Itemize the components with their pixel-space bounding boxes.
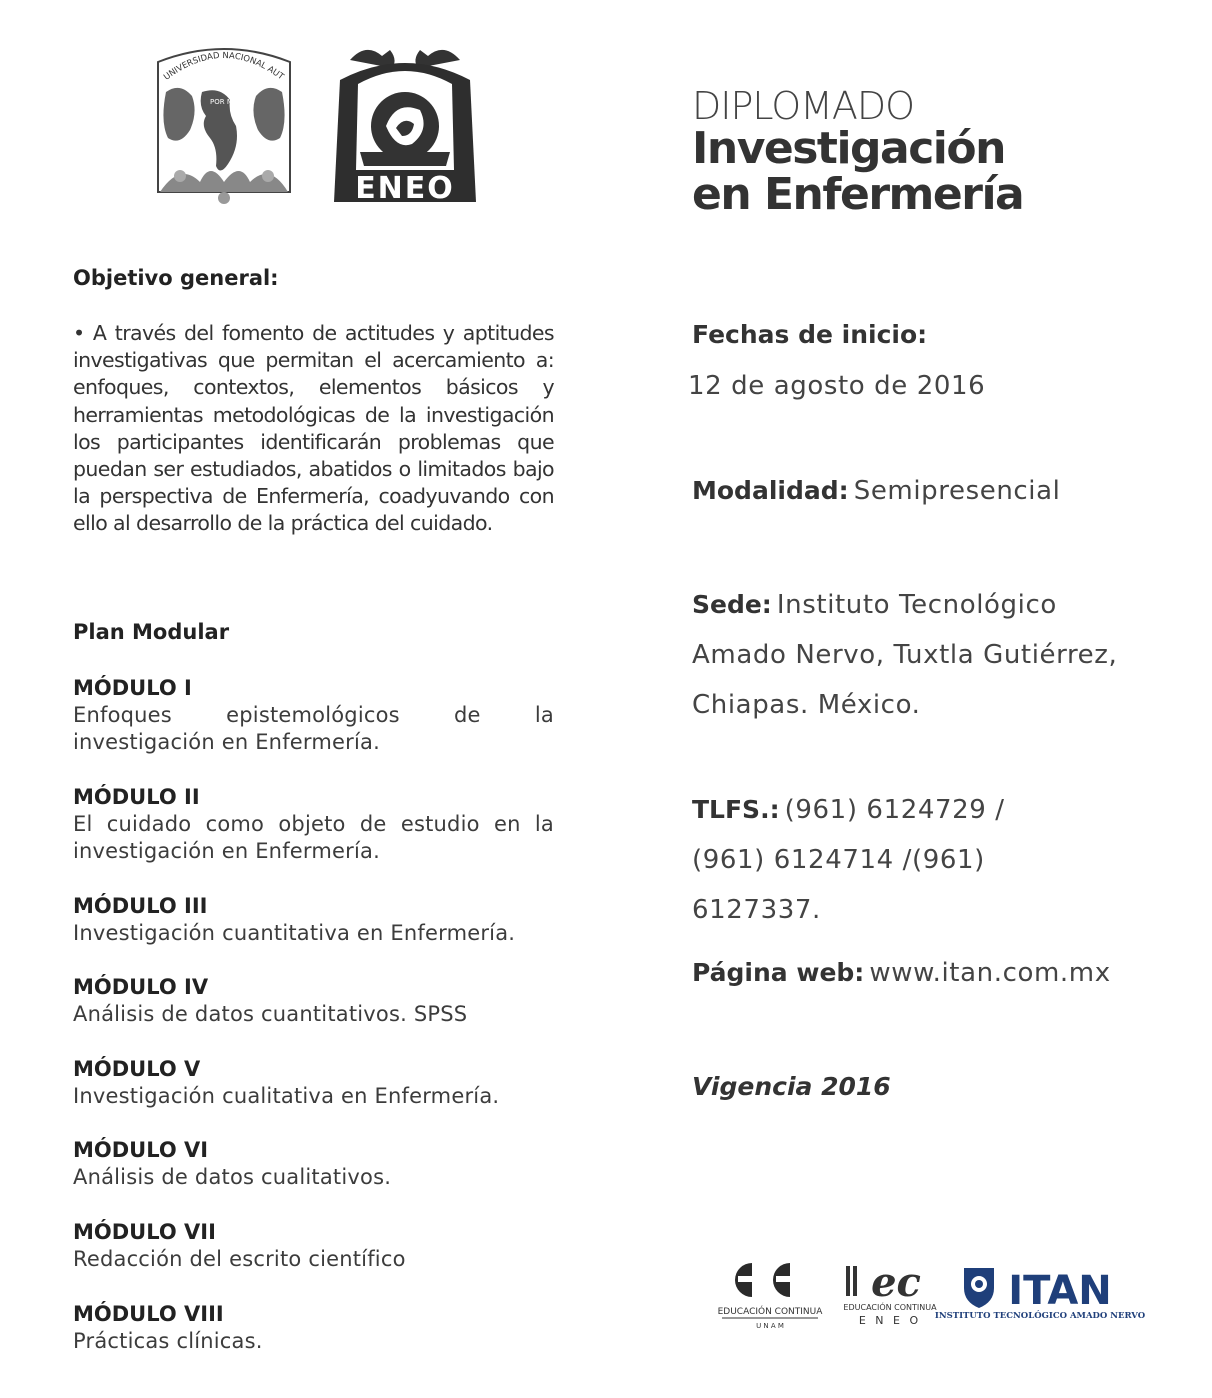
website	[692, 948, 1162, 998]
ec-eneo-line1: EDUCACIÓN CONTINUA	[843, 1303, 937, 1312]
ec-unam-line1: EDUCACIÓN CONTINUA	[717, 1307, 823, 1317]
objective-heading: Objetivo general:	[73, 266, 279, 290]
unam-logo	[150, 42, 298, 206]
module-text: Prácticas clínicas.	[73, 1329, 263, 1353]
plan-heading: Plan Modular	[73, 620, 230, 644]
phone-value: (961) 6124729 / (961) 6124714 /(961) 6127337.	[692, 795, 1005, 925]
eneo-logo-text: ENEO	[355, 171, 455, 206]
dates-value: 12 de agosto de 2016	[688, 371, 986, 401]
phones	[692, 785, 1060, 935]
module-title: MÓDULO IV	[73, 975, 209, 999]
ec-unam-line2: U N A M	[756, 1322, 784, 1330]
bullet: •	[73, 321, 85, 345]
module-title: MÓDULO V	[73, 1057, 201, 1081]
module-title: MÓDULO III	[73, 894, 208, 918]
module-6	[73, 1136, 554, 1191]
dates-label: Fechas de inicio:	[692, 320, 928, 349]
web-label: Página web:	[692, 958, 865, 987]
itan-name: ITAN	[1008, 1268, 1112, 1314]
module-7	[73, 1218, 554, 1273]
itan-logo	[934, 1262, 1146, 1322]
module-title: MÓDULO VII	[73, 1220, 216, 1244]
svg-text:ec: ec	[871, 1259, 921, 1306]
module-text: Investigación cuantitativa en Enfermería.	[73, 921, 516, 945]
module-text: Redacción del escrito científico	[73, 1247, 406, 1271]
web-value[interactable]: www.itan.com.mx	[869, 958, 1111, 988]
modality	[692, 466, 1162, 516]
eneo-logo	[330, 40, 480, 208]
module-3	[73, 892, 554, 947]
unam-ring-text: UNIVERSIDAD NACIONAL AUT	[162, 50, 286, 83]
module-text: Análisis de datos cuantitativos. SPSS	[73, 1002, 468, 1026]
module-title: MÓDULO II	[73, 785, 200, 809]
module-title: MÓDULO VI	[73, 1138, 209, 1162]
module-5	[73, 1055, 554, 1110]
phone-label: TLFS.:	[692, 795, 780, 824]
modality-value: Semipresencial	[853, 476, 1061, 506]
objective-text	[73, 320, 554, 538]
module-text: El cuidado como objeto de estudio en la investigación en Enfermería.	[73, 812, 554, 863]
objective-paragraph: A través del fomento de actitudes y aptitudes investigativas que permitan el acercamiento a: enfoques, contextos, elementos básicos y herramientas metodológicas de la investigación los participantes identificarán problemas que puedan ser estudiados, abatidos o limitados bajo la perspectiva de Enfermería, coadyuvando con ello al desarrollo de la práctica del cuidado.	[73, 321, 554, 536]
modality-label: Modalidad:	[692, 476, 849, 505]
module-8	[73, 1300, 554, 1355]
module-text: Enfoques epistemológicos de la investigación en Enfermería.	[73, 703, 554, 754]
title-diplomado: DIPLOMADO	[692, 84, 915, 128]
venue-value: Instituto Tecnológico Amado Nervo, Tuxtla Gutiérrez, Chiapas. México.	[692, 590, 1118, 720]
itan-full: INSTITUTO TECNOLÓGICO AMADO NERVO	[934, 1311, 1146, 1321]
module-1	[73, 674, 554, 756]
title-sub: en Enfermería	[692, 169, 1024, 220]
module-title: MÓDULO VIII	[73, 1302, 224, 1326]
ec-eneo-line2: E N E O	[858, 1314, 922, 1327]
module-title: MÓDULO I	[73, 676, 192, 700]
title-block	[692, 86, 1152, 218]
module-2	[73, 783, 554, 865]
venue-label: Sede:	[692, 590, 772, 619]
ec-unam-logo	[718, 1258, 826, 1330]
venue	[692, 580, 1122, 730]
svg-text:POR MI: POR MI	[210, 98, 235, 106]
module-text: Investigación cualitativa en Enfermería.	[73, 1084, 500, 1108]
ec-eneo-logo	[840, 1258, 940, 1330]
module-4	[73, 973, 554, 1028]
module-text: Análisis de datos cualitativos.	[73, 1165, 392, 1189]
title-main: Investigación	[692, 123, 1005, 174]
validity: Vigencia 2016	[692, 1072, 891, 1101]
